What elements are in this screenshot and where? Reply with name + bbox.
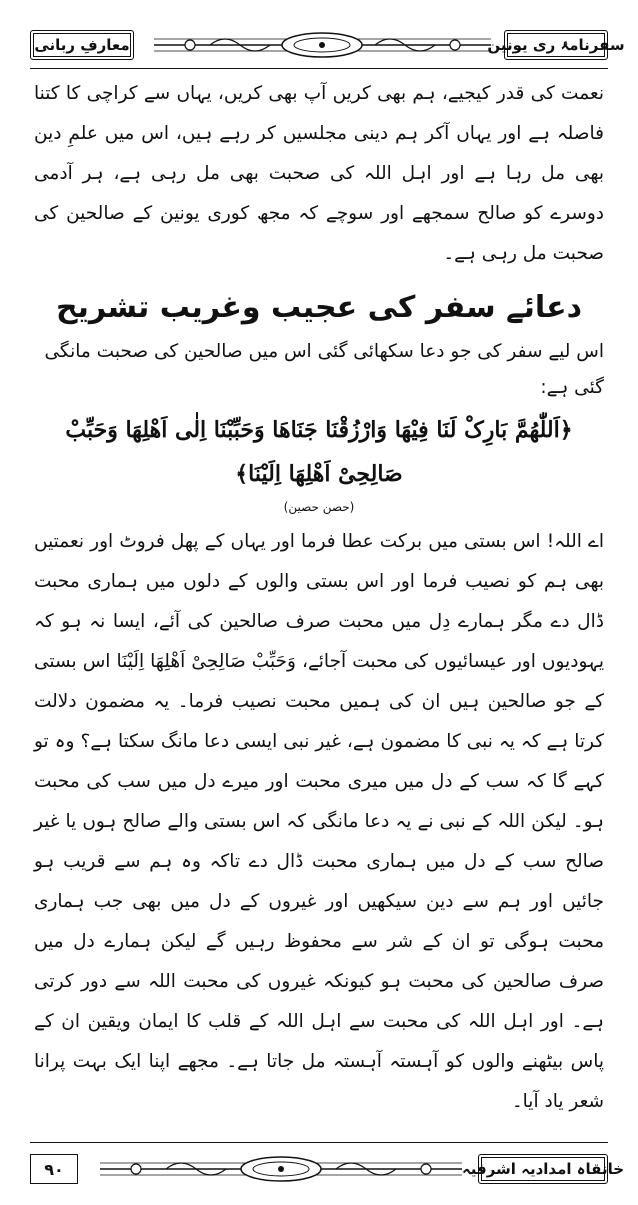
section-heading: دعائے سفر کی عجیب وغریب تشریح bbox=[55, 290, 583, 325]
page-content bbox=[34, 74, 604, 1122]
page-number-box bbox=[30, 1154, 78, 1184]
dua-intro: اس لیے سفر کی جو دعا سکھائی گئی اس میں صالحین کی صحبت مانگی گئی ہے: bbox=[44, 341, 604, 398]
book-title: معارفِ ربانی bbox=[34, 36, 130, 54]
dua-reference: (حصن حصین) bbox=[283, 500, 355, 514]
dua-line-1: ﴿اَللّٰھُمَّ بَارِکْ لَنَا فِیْھَا وَارْزُقْنَا جَنَاھَا وَحَبِّبْنَا اِلٰی اَھْلِھَا وَحَبِّبْ bbox=[65, 417, 573, 443]
publisher-box bbox=[461, 1154, 625, 1184]
page-number: ۹۰ bbox=[44, 1159, 64, 1179]
footer-rule bbox=[30, 1142, 608, 1143]
page-header bbox=[30, 26, 625, 66]
chapter-title-box bbox=[487, 30, 625, 60]
paragraph-1: نعمت کی قدر کیجیے، ہم بھی کریں آپ بھی کریں، یہاں سے کراچی کا کتنا فاصلہ ہے اور یہاں آکر ہم دینی مجلسیں کر رہے ہیں، اس میں علمِ دین بھی مل رہا ہے اور اہل اللہ کی صحبت بھی مل رہی ہے، ہر آدمی دوسرے کو صالح سمجھے اور سوچے کہ مجھ کوری یونین کے صالحین کی صحبت مل رہی ہے۔ bbox=[34, 83, 604, 264]
header-ornament bbox=[150, 30, 495, 60]
book-title-box bbox=[30, 30, 134, 60]
page-footer bbox=[30, 1150, 625, 1190]
chapter-title: سفرنامۂ ری یونین bbox=[487, 36, 625, 54]
footer-ornament bbox=[96, 1154, 466, 1184]
header-rule bbox=[30, 68, 608, 69]
publisher-name: خانقاہ امدادیہ اشرفیہ bbox=[461, 1160, 625, 1178]
dua-line-2: صَالِحِیْ اَھْلِھَا اِلَیْنَا﴾ bbox=[235, 461, 403, 487]
paragraph-2: اے اللہ! اس بستی میں برکت عطا فرما اور یہاں کے پھل فروٹ اور نعمتیں بھی ہم کو نصیب فرما اور اس بستی والوں کے دلوں میں ہماری محبت ڈال دے مگر ہمارے دِل میں محبت صرف صالحین کی آئے، ایسا نہ ہو کہ یہودیوں اور عیسائیوں کی محبت آجائے، وَحَبِّبْ صَالِحِیْ اَھْلِھَا اِلَیْنَا اس بستی کے جو صالحین ہیں ان کی ہمیں محبت نصیب فرما۔ یہ مضمون دلالت کرتا ہے کہ یہ نبی کا مضمون ہے، غیر نبی ایسی دعا مانگ سکتا ہے؟ وہ تو کہے گا کہ سب کے دل میں میری محبت اور میرے دل میں سب کی محبت ہو۔ لیکن اللہ کے نبی نے یہ دعا مانگی کہ اس بستی والے صالح ہوں یا غیر صالح سب کے دل میں ہماری محبت ڈال دے تاکہ وہ ہم سے قریب ہو جائیں اور ہم سے دین سیکھیں اور غیروں کے دل میں بھی جب ہماری محبت ہوگی تو ان کے شر سے محفوظ رہیں گے لیکن ہمارے دل میں صرف صالحین کی محبت ہو کیونکہ غیروں کی محبت اللہ سے دور کرتی ہے۔ اور اہل اللہ کی محبت سے اہل اللہ کے قلب کا ایمان ویقین ان کے پاس بیٹھنے والوں کو آہستہ آہستہ مل جاتا ہے۔ مجھے اپنا ایک بہت پرانا شعر یاد آیا۔ bbox=[34, 531, 604, 1112]
